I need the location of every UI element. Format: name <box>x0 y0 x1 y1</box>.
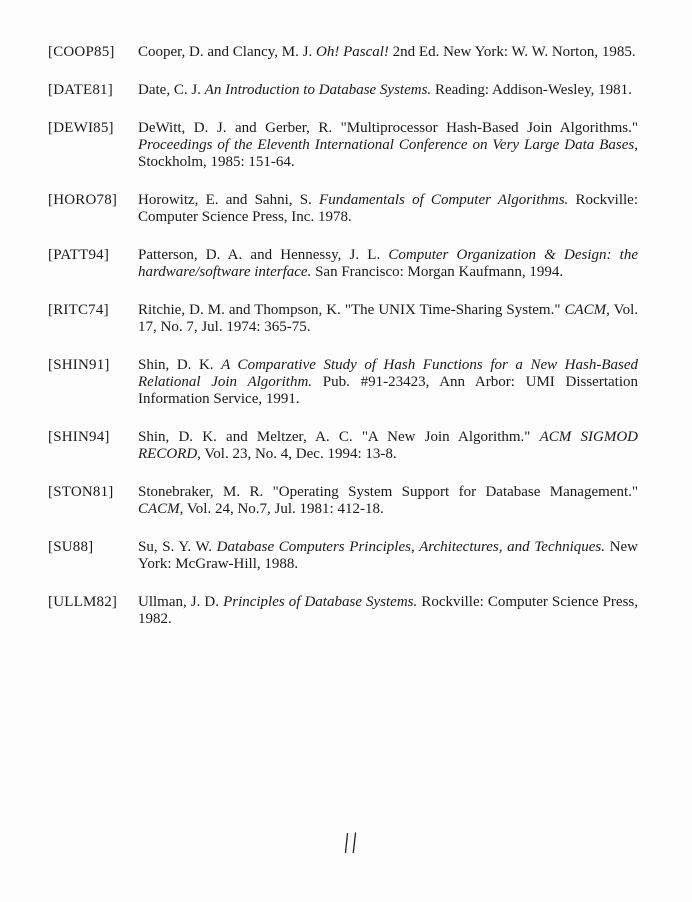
citation-text: Stonebraker, M. R. "Operating System Support for Database Management." <box>138 484 638 500</box>
citation-title-italic: Computer Organization & Design: the hardware/software interface. <box>138 247 638 280</box>
citation-text: Stockholm, 1985: 151-64. <box>138 154 295 170</box>
reference-citation <box>138 40 638 61</box>
reference-key: [RITC74] <box>48 302 109 318</box>
citation-text: Shin, D. K. and Meltzer, A. C. "A New Join Algorithm." <box>138 429 540 445</box>
reference-key: [STON81] <box>48 484 114 500</box>
reference-entry <box>48 243 638 281</box>
reference-entry <box>48 116 638 171</box>
reference-citation <box>138 298 638 336</box>
reference-citation <box>138 590 638 628</box>
citation-title-italic: Principles of Database Systems. <box>223 594 418 610</box>
handwritten-page-number-mark <box>341 832 361 854</box>
citation-text: 2nd Ed. New York: W. W. Norton, 1985. <box>388 44 636 60</box>
citation-text: San Francisco: Morgan Kaufmann, 1994. <box>311 264 564 280</box>
citation-title-italic: CACM <box>138 501 180 517</box>
citation-text: Rockville: Computer Science Press, Inc. 1978. <box>138 192 638 225</box>
citation-title-italic: Database Computers Principles, Architectures, and Techniques. <box>216 539 606 555</box>
citation-text: Ritchie, D. M. and Thompson, K. "The UNIX Time-Sharing System." <box>138 302 565 318</box>
reference-key: [SU88] <box>48 539 94 555</box>
reference-citation <box>138 353 638 408</box>
citation-text: Rockville: Computer Science Press, 1982. <box>138 594 638 627</box>
citation-text: Reading: Addison-Wesley, 1981. <box>431 82 632 98</box>
citation-title-italic: Fundamentals of Computer Algorithms. <box>319 192 569 208</box>
citation-text: Su, S. Y. W. <box>138 539 217 555</box>
citation-text: Shin, D. K. <box>138 357 222 373</box>
reference-key: [ULLM82] <box>48 594 118 610</box>
reference-key: [DEWI85] <box>48 120 114 136</box>
reference-citation <box>138 188 638 226</box>
reference-entry <box>48 425 638 463</box>
reference-key: [SHIN91] <box>48 357 110 373</box>
citation-title-italic: Oh! Pascal! <box>316 44 389 60</box>
handwritten-page-number <box>341 832 361 854</box>
citation-title-italic: CACM, <box>564 302 610 318</box>
reference-entry <box>48 535 638 573</box>
reference-entry <box>48 188 638 226</box>
reference-key: [COOP85] <box>48 44 115 60</box>
citation-title-italic: An Introduction to Database Systems. <box>204 82 432 98</box>
reference-key: [HORO78] <box>48 192 118 208</box>
reference-citation <box>138 425 638 463</box>
reference-citation <box>138 116 638 171</box>
citation-text: DeWitt, D. J. and Gerber, R. "Multiprocessor Hash-Based Join Algorithms." <box>138 120 638 136</box>
citation-text: Date, C. J. <box>138 82 205 98</box>
citation-text: Vol. 23, No. 4, Dec. 1994: 13-8. <box>200 446 397 462</box>
reference-list <box>48 40 638 645</box>
citation-text: Vol. 17, No. 7, Jul. 1974: 365-75. <box>138 302 638 335</box>
citation-text: Cooper, D. and Clancy, M. J. <box>138 44 316 60</box>
citation-title-italic: ACM SIGMOD RECORD, <box>138 429 638 462</box>
citation-text: Pub. #91-23423, Ann Arbor: UMI Dissertation Information Service, 1991. <box>138 374 638 407</box>
reference-citation <box>138 78 638 99</box>
reference-entry <box>48 590 638 628</box>
reference-entry <box>48 78 638 99</box>
reference-citation <box>138 535 638 573</box>
reference-citation <box>138 243 638 281</box>
citation-text: New York: McGraw-Hill, 1988. <box>138 539 639 572</box>
reference-entry <box>48 480 638 518</box>
reference-key: [SHIN94] <box>48 429 110 445</box>
reference-key: [DATE81] <box>48 82 113 98</box>
reference-entry <box>48 353 638 408</box>
citation-text: Horowitz, E. and Sahni, S. <box>138 192 320 208</box>
citation-text: , Vol. 24, No.7, Jul. 1981: 412-18. <box>179 501 384 517</box>
citation-text: Ullman, J. D. <box>138 594 224 610</box>
citation-title-italic: Proceedings of the Eleventh International Conference on Very Large Data Bases, <box>138 137 638 153</box>
citation-text: Patterson, D. A. and Hennessy, J. L. <box>138 247 389 263</box>
citation-title-italic: A Comparative Study of Hash Functions for a New Hash-Based Relational Join Algorithm. <box>138 357 638 390</box>
reference-citation <box>138 480 638 518</box>
reference-entry <box>48 298 638 336</box>
reference-key: [PATT94] <box>48 247 110 263</box>
reference-entry <box>48 40 638 61</box>
